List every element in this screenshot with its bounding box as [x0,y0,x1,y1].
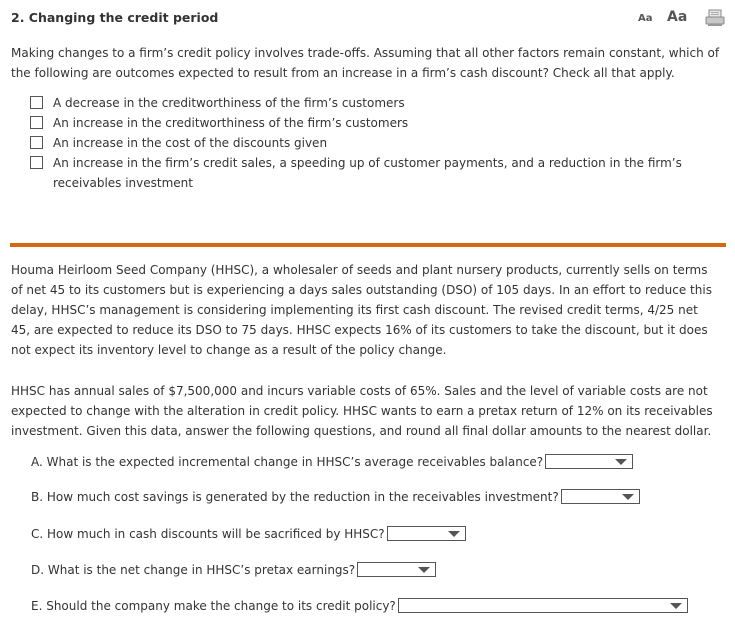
scenario-paragraph [11,260,725,360]
checkbox[interactable] [30,136,43,149]
chevron-down-icon [418,567,430,573]
answer-dropdown-c[interactable] [387,526,466,541]
scenario-line: 45, are expected to reduce its DSO to 75 days. HHSC expects 16% of its customers to take the discount, but it does [11,323,708,337]
checkbox[interactable] [30,96,43,109]
option-increase-discount-cost[interactable] [30,133,703,153]
text-size-small-button[interactable]: Aa [638,13,653,24]
option-increase-credit-sales[interactable] [30,153,693,193]
details-line: investment. Given this data, answer the following questions, and round all final dollar amounts to the nearest dollar. [11,424,712,438]
question-label: B. How much cost savings is generated by the reduction in the receivables investment? [31,489,559,504]
answer-dropdown-e[interactable] [398,598,688,613]
question-b [31,489,640,504]
answer-dropdown-b[interactable] [561,489,640,504]
scenario-line: Houma Heirloom Seed Company (HHSC), a wholesaler of seeds and plant nursery products, currently sells on terms [11,263,708,277]
question-e [31,598,688,613]
option-decrease-creditworthiness[interactable] [30,93,703,113]
question-label: D. What is the net change in HHSC’s pretax earnings? [31,562,356,577]
intro-line: the following are outcomes expected to result from an increase in a firm’s cash discount? Check all that apply. [11,66,675,80]
scenario-line: of net 45 to its customers but is experiencing a days sales outstanding (DSO) of 105 days. In an effort to reduce this [11,283,712,297]
option-label: An increase in the creditworthiness of the firm’s customers [53,116,409,130]
scenario-line: not expect its inventory level to change as a result of the policy change. [11,343,447,357]
checkbox[interactable] [30,156,43,169]
option-label: An increase in the cost of the discounts given [53,136,328,150]
text-size-large-button[interactable]: Aa [667,9,688,25]
scenario-line: delay, HHSC’s management is considering implementing its first cash discount. The revised credit terms, 4/25 net [11,303,698,317]
answer-dropdown-a[interactable] [545,454,633,469]
checkbox[interactable] [30,116,43,129]
question-label: A. What is the expected incremental change in HHSC’s average receivables balance? [31,454,544,469]
question-a [31,454,633,469]
chevron-down-icon [670,603,682,609]
details-line: expected to change with the alteration in credit policy. HHSC wants to earn a pretax return of 12% on its receivables [11,404,713,418]
question-label: E. Should the company make the change to its credit policy? [31,598,396,613]
print-icon[interactable] [705,9,725,27]
answer-dropdown-d[interactable] [357,562,436,577]
details-paragraph [11,381,725,441]
question-c [31,526,466,541]
option-increase-creditworthiness[interactable] [30,113,703,133]
chevron-down-icon [615,459,627,465]
question-d [31,562,436,577]
chevron-down-icon [622,494,634,500]
option-label: An increase in the firm’s credit sales, a speeding up of customer payments, and a reduction in the firm’s receivables investment [53,156,682,190]
option-label: A decrease in the creditworthiness of the firm’s customers [53,96,405,110]
section-divider [10,243,726,247]
chevron-down-icon [448,531,460,537]
intro-paragraph [11,43,725,83]
details-line: HHSC has annual sales of $7,500,000 and incurs variable costs of 65%. Sales and the level of variable costs are not [11,384,708,398]
question-label: C. How much in cash discounts will be sacrificed by HHSC? [31,526,385,541]
question-title: 2. Changing the credit period [11,10,219,25]
intro-line: Making changes to a firm’s credit policy involves trade-offs. Assuming that all other factors remain constant, which of [11,46,720,60]
